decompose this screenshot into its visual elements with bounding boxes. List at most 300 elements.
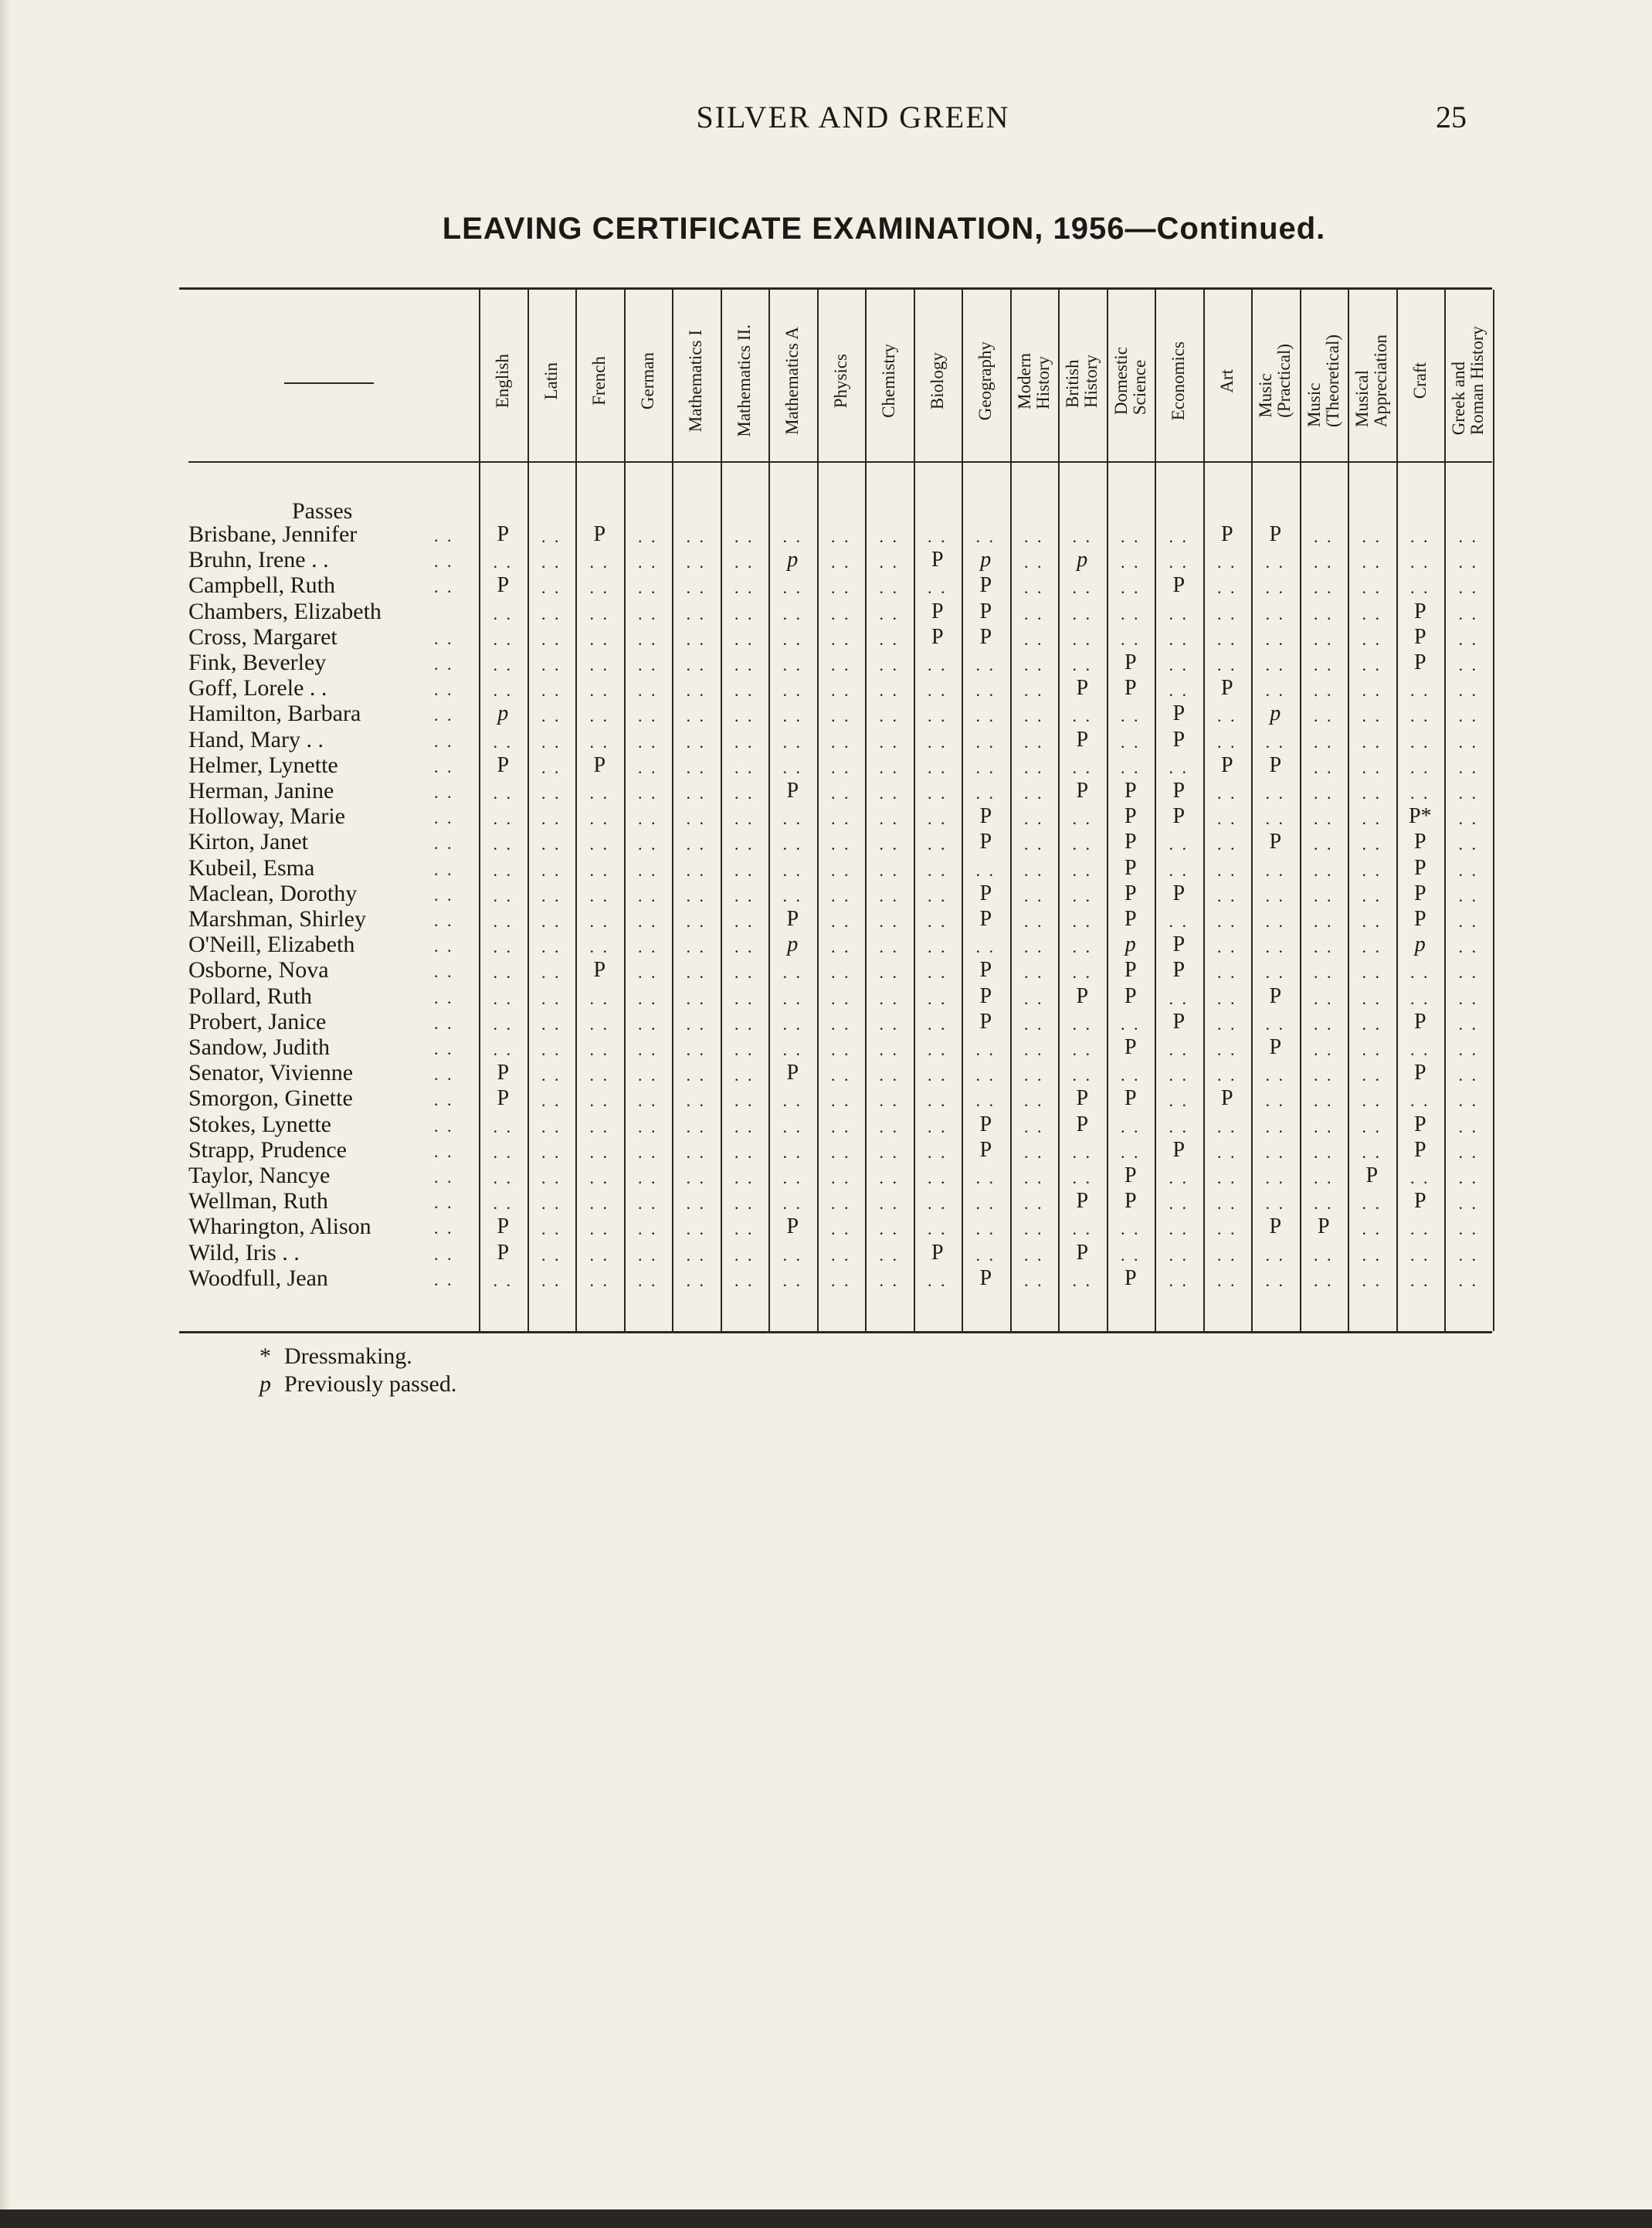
column-header — [1300, 301, 1348, 461]
empty-cell-dots: . . — [1072, 1219, 1092, 1239]
result-mark: P — [979, 624, 992, 649]
empty-cell-dots: . . — [1024, 757, 1044, 777]
student-name: Cross, Margaret — [188, 623, 338, 650]
empty-cell-dots: . . — [638, 603, 658, 623]
student-name: Bruhn, Irene . . — [188, 547, 329, 573]
result-mark: P — [1172, 1009, 1186, 1034]
empty-cell-dots: . . — [1217, 1168, 1237, 1187]
empty-cell-dots: . . — [928, 1142, 948, 1162]
table-row — [179, 701, 1492, 726]
empty-cell-dots: . . — [1217, 1270, 1237, 1290]
empty-cell-dots: . . — [1024, 1040, 1044, 1059]
empty-cell-dots: . . — [1265, 912, 1285, 931]
result-mark: P — [1124, 1265, 1137, 1290]
empty-cell-dots: . . — [638, 860, 658, 880]
empty-cell-dots: . . — [1024, 1168, 1044, 1187]
empty-cell-dots: . . — [638, 1194, 658, 1214]
empty-cell-dots: . . — [1169, 552, 1189, 572]
empty-cell-dots: . . — [1410, 681, 1430, 701]
empty-cell-dots: . . — [879, 629, 899, 649]
table-row — [179, 1188, 1492, 1214]
empty-cell-dots: . . — [1362, 783, 1382, 803]
empty-cell-dots: . . — [879, 1065, 899, 1085]
table-row — [179, 1163, 1492, 1188]
empty-cell-dots: . . — [541, 963, 561, 983]
empty-cell-dots: . . — [1362, 912, 1382, 931]
table-row — [179, 778, 1492, 803]
student-name: Smorgon, Ginette — [188, 1085, 353, 1112]
empty-cell-dots: . . — [879, 937, 899, 957]
empty-cell-dots: . . — [928, 860, 948, 880]
empty-cell-dots: . . — [1362, 578, 1382, 598]
empty-cell-dots: . . — [1169, 603, 1189, 623]
result-mark: p — [787, 932, 799, 957]
empty-cell-dots: . . — [734, 1219, 755, 1239]
empty-cell-dots: . . — [589, 937, 609, 957]
result-mark: P — [1172, 1137, 1186, 1162]
result-mark: P — [1413, 1061, 1426, 1085]
empty-cell-dots: . . — [1072, 706, 1092, 726]
empty-cell-dots: . . — [1314, 809, 1334, 829]
empty-cell-dots: . . — [831, 1219, 851, 1239]
empty-cell-dots: . . — [928, 809, 948, 829]
empty-cell-dots: . . — [541, 834, 561, 854]
empty-cell-dots: . . — [1169, 1116, 1189, 1136]
table-row — [179, 957, 1492, 983]
empty-cell-dots: . . — [493, 963, 513, 983]
result-mark: P — [1172, 573, 1186, 598]
empty-cell-dots: . . — [1265, 603, 1285, 623]
empty-cell-dots: . . — [879, 1116, 899, 1136]
result-mark: P — [979, 804, 992, 829]
empty-cell-dots: . . — [831, 885, 851, 905]
dot-leader: . . — [434, 1090, 454, 1110]
empty-cell-dots: . . — [1458, 783, 1478, 803]
empty-cell-dots: . . — [1362, 732, 1382, 752]
result-mark: P — [931, 624, 944, 649]
empty-cell-dots: . . — [928, 937, 948, 957]
column-header-label: Greek and Roman History — [1449, 326, 1487, 436]
empty-cell-dots: . . — [831, 834, 851, 854]
empty-cell-dots: . . — [1169, 1194, 1189, 1214]
column-header-label: French — [589, 356, 609, 406]
empty-cell-dots: . . — [879, 1040, 899, 1059]
student-name: Holloway, Marie — [188, 803, 345, 830]
empty-cell-dots: . . — [1265, 578, 1285, 598]
empty-cell-dots: . . — [1458, 1040, 1478, 1059]
column-header — [527, 301, 576, 461]
column-header-label: Craft — [1409, 362, 1430, 399]
empty-cell-dots: . . — [493, 603, 513, 623]
empty-cell-dots: . . — [1265, 1142, 1285, 1162]
empty-cell-dots: . . — [1169, 912, 1189, 931]
column-header-label: Biology — [927, 352, 947, 410]
column-header-label: Geography — [975, 341, 996, 421]
empty-cell-dots: . . — [1217, 1219, 1237, 1239]
empty-cell-dots: . . — [589, 809, 609, 829]
empty-cell-dots: . . — [928, 912, 948, 931]
result-mark: P — [1124, 855, 1137, 880]
empty-cell-dots: . . — [1121, 1065, 1141, 1085]
result-mark: P — [979, 983, 992, 1008]
column-header — [817, 301, 866, 461]
empty-cell-dots: . . — [734, 1142, 755, 1162]
student-name: Kubeil, Esma — [188, 854, 315, 881]
result-mark: P — [1076, 1086, 1089, 1111]
empty-cell-dots: . . — [493, 1168, 513, 1187]
result-mark: P — [979, 573, 992, 598]
empty-cell-dots: . . — [831, 988, 851, 1008]
column-header — [1155, 301, 1203, 461]
empty-cell-dots: . . — [831, 706, 851, 726]
empty-cell-dots: . . — [1024, 1194, 1044, 1214]
empty-cell-dots: . . — [831, 578, 851, 598]
empty-cell-dots: . . — [1024, 860, 1044, 880]
empty-cell-dots: . . — [1362, 1014, 1382, 1034]
result-mark: P — [1172, 881, 1186, 905]
empty-cell-dots: . . — [589, 885, 609, 905]
empty-cell-dots: . . — [975, 1194, 996, 1214]
empty-cell-dots: . . — [782, 1040, 802, 1059]
empty-cell-dots: . . — [782, 1142, 802, 1162]
empty-cell-dots: . . — [1121, 527, 1141, 546]
table-row — [179, 906, 1492, 932]
footnotes — [260, 1343, 456, 1398]
empty-cell-dots: . . — [1458, 885, 1478, 905]
empty-cell-dots: . . — [975, 1065, 996, 1085]
empty-cell-dots: . . — [782, 603, 802, 623]
empty-cell-dots: . . — [1265, 1014, 1285, 1034]
empty-cell-dots: . . — [686, 706, 706, 726]
student-name: Hand, Mary . . — [188, 726, 324, 752]
empty-cell-dots: . . — [975, 732, 996, 752]
result-mark: P — [979, 1112, 992, 1136]
empty-cell-dots: . . — [638, 629, 658, 649]
empty-cell-dots: . . — [686, 1245, 706, 1265]
result-mark: P — [1269, 983, 1282, 1008]
empty-cell-dots: . . — [734, 1040, 755, 1059]
empty-cell-dots: . . — [589, 988, 609, 1008]
empty-cell-dots: . . — [589, 732, 609, 752]
empty-cell-dots: . . — [1169, 527, 1189, 546]
empty-cell-dots: . . — [928, 783, 948, 803]
footnote — [260, 1370, 456, 1398]
empty-cell-dots: . . — [782, 1091, 802, 1111]
empty-cell-dots: . . — [1410, 1245, 1430, 1265]
empty-cell-dots: . . — [1458, 963, 1478, 983]
result-mark: P — [979, 881, 992, 905]
empty-cell-dots: . . — [1072, 885, 1092, 905]
empty-cell-dots: . . — [541, 1040, 561, 1059]
empty-cell-dots: . . — [686, 527, 706, 546]
empty-cell-dots: . . — [928, 578, 948, 598]
dot-leader: . . — [434, 756, 454, 776]
column-header — [575, 301, 624, 461]
empty-cell-dots: . . — [879, 706, 899, 726]
empty-cell-dots: . . — [1024, 963, 1044, 983]
result-mark: P — [1413, 650, 1426, 674]
result-mark: p — [497, 701, 509, 726]
student-name: Herman, Janine — [188, 778, 334, 803]
empty-cell-dots: . . — [1458, 578, 1478, 598]
page-number: 25 — [1436, 100, 1467, 134]
empty-cell-dots: . . — [782, 757, 802, 777]
empty-cell-dots: . . — [1314, 1065, 1334, 1085]
table-row — [179, 881, 1492, 906]
empty-cell-dots: . . — [831, 809, 851, 829]
empty-cell-dots: . . — [782, 988, 802, 1008]
empty-cell-dots: . . — [686, 1194, 706, 1214]
empty-cell-dots: . . — [1410, 527, 1430, 546]
empty-cell-dots: . . — [1458, 1091, 1478, 1111]
empty-cell-dots: . . — [1458, 527, 1478, 546]
empty-cell-dots: . . — [782, 1194, 802, 1214]
empty-cell-dots: . . — [1024, 1116, 1044, 1136]
empty-cell-dots: . . — [638, 1142, 658, 1162]
empty-cell-dots: . . — [541, 1270, 561, 1290]
empty-cell-dots: . . — [493, 783, 513, 803]
empty-cell-dots: . . — [1217, 885, 1237, 905]
empty-cell-dots: . . — [1217, 809, 1237, 829]
empty-cell-dots: . . — [589, 552, 609, 572]
student-name: Taylor, Nancye — [188, 1163, 331, 1188]
empty-cell-dots: . . — [686, 681, 706, 701]
scan-edge — [0, 2209, 1652, 2228]
empty-cell-dots: . . — [1362, 860, 1382, 880]
empty-cell-dots: . . — [734, 783, 755, 803]
empty-cell-dots: . . — [589, 1014, 609, 1034]
result-mark: P — [1413, 881, 1426, 905]
empty-cell-dots: . . — [1024, 603, 1044, 623]
empty-cell-dots: . . — [1072, 757, 1092, 777]
empty-cell-dots: . . — [638, 885, 658, 905]
result-mark: P — [931, 599, 944, 623]
empty-cell-dots: . . — [541, 706, 561, 726]
empty-cell-dots: . . — [1024, 1091, 1044, 1111]
table-row — [179, 1137, 1492, 1163]
empty-cell-dots: . . — [1217, 1194, 1237, 1214]
empty-cell-dots: . . — [1265, 681, 1285, 701]
empty-cell-dots: . . — [541, 1245, 561, 1265]
empty-cell-dots: . . — [1458, 1065, 1478, 1085]
table-row — [179, 1009, 1492, 1034]
result-mark: p — [980, 548, 992, 572]
table-row — [179, 727, 1492, 752]
column-header — [1444, 301, 1493, 461]
empty-cell-dots: . . — [1265, 885, 1285, 905]
empty-cell-dots: . . — [734, 1194, 755, 1214]
empty-cell-dots: . . — [1362, 809, 1382, 829]
empty-cell-dots: . . — [541, 1116, 561, 1136]
empty-cell-dots: . . — [734, 912, 755, 931]
empty-cell-dots: . . — [541, 552, 561, 572]
empty-cell-dots: . . — [686, 1014, 706, 1034]
empty-cell-dots: . . — [1072, 834, 1092, 854]
dot-leader: . . — [434, 1039, 454, 1058]
empty-cell-dots: . . — [1024, 1219, 1044, 1239]
empty-cell-dots: . . — [638, 1116, 658, 1136]
column-header-label: Mathematics II. — [734, 324, 754, 437]
empty-cell-dots: . . — [1362, 1194, 1382, 1214]
empty-cell-dots: . . — [1217, 732, 1237, 752]
empty-cell-dots: . . — [831, 1116, 851, 1136]
empty-cell-dots: . . — [1458, 1194, 1478, 1214]
empty-cell-dots: . . — [1362, 1116, 1382, 1136]
empty-cell-dots: . . — [541, 937, 561, 957]
empty-cell-dots: . . — [686, 1091, 706, 1111]
empty-cell-dots: . . — [686, 912, 706, 931]
empty-cell-dots: . . — [1314, 885, 1334, 905]
empty-cell-dots: . . — [1314, 937, 1334, 957]
empty-cell-dots: . . — [1217, 1065, 1237, 1085]
column-header — [1396, 301, 1445, 461]
table-row — [179, 599, 1492, 624]
empty-cell-dots: . . — [1072, 603, 1092, 623]
empty-cell-dots: . . — [1072, 1014, 1092, 1034]
column-header — [479, 301, 527, 461]
empty-cell-dots: . . — [1314, 603, 1334, 623]
result-mark: P — [593, 958, 606, 983]
empty-cell-dots: . . — [831, 732, 851, 752]
empty-cell-dots: . . — [975, 1040, 996, 1059]
empty-cell-dots: . . — [1169, 629, 1189, 649]
empty-cell-dots: . . — [493, 732, 513, 752]
result-mark: P — [931, 1240, 944, 1265]
empty-cell-dots: . . — [1314, 552, 1334, 572]
result-mark: P — [1124, 676, 1137, 701]
empty-cell-dots: . . — [831, 1040, 851, 1059]
empty-cell-dots: . . — [928, 1168, 948, 1187]
result-mark: P* — [1408, 804, 1432, 829]
empty-cell-dots: . . — [1458, 809, 1478, 829]
empty-cell-dots: . . — [1265, 1194, 1285, 1214]
empty-cell-dots: . . — [1024, 732, 1044, 752]
column-header-label: British History — [1063, 354, 1101, 408]
table-row — [179, 829, 1492, 854]
result-mark: P — [979, 1265, 992, 1290]
empty-cell-dots: . . — [1121, 1014, 1141, 1034]
empty-cell-dots: . . — [928, 1040, 948, 1059]
result-mark: P — [786, 779, 799, 803]
page-edge — [0, 0, 11, 2228]
empty-cell-dots: . . — [1072, 1040, 1092, 1059]
table-row — [179, 675, 1492, 701]
empty-cell-dots: . . — [1458, 1014, 1478, 1034]
empty-cell-dots: . . — [638, 1091, 658, 1111]
empty-cell-dots: . . — [686, 552, 706, 572]
empty-cell-dots: . . — [1169, 757, 1189, 777]
empty-cell-dots: . . — [975, 681, 996, 701]
empty-cell-dots: . . — [638, 912, 658, 931]
empty-cell-dots: . . — [493, 552, 513, 572]
empty-cell-dots: . . — [1121, 706, 1141, 726]
empty-cell-dots: . . — [1265, 783, 1285, 803]
empty-cell-dots: . . — [686, 1270, 706, 1290]
empty-cell-dots: . . — [831, 1065, 851, 1085]
empty-cell-dots: . . — [928, 1091, 948, 1111]
empty-cell-dots: . . — [879, 885, 899, 905]
empty-cell-dots: . . — [1314, 629, 1334, 649]
column-header — [1107, 301, 1155, 461]
empty-cell-dots: . . — [1265, 963, 1285, 983]
empty-cell-dots: . . — [1265, 552, 1285, 572]
empty-cell-dots: . . — [734, 655, 755, 674]
student-name: Hamilton, Barbara — [188, 701, 361, 727]
empty-cell-dots: . . — [879, 1014, 899, 1034]
empty-cell-dots: . . — [638, 681, 658, 701]
empty-cell-dots: . . — [1314, 527, 1334, 546]
result-mark: P — [1124, 830, 1137, 854]
empty-cell-dots: . . — [1458, 603, 1478, 623]
empty-cell-dots: . . — [1169, 1270, 1189, 1290]
empty-cell-dots: . . — [734, 706, 755, 726]
empty-cell-dots: . . — [589, 1245, 609, 1265]
column-header-label: Modern History — [1014, 352, 1053, 409]
table-row — [179, 1085, 1492, 1111]
result-mark: P — [1220, 676, 1233, 701]
empty-cell-dots: . . — [928, 963, 948, 983]
empty-cell-dots: . . — [1024, 783, 1044, 803]
column-header-label: Physics — [830, 353, 850, 409]
empty-cell-dots: . . — [1362, 655, 1382, 674]
empty-cell-dots: . . — [1362, 706, 1382, 726]
result-mark: p — [1414, 932, 1426, 957]
empty-cell-dots: . . — [928, 1194, 948, 1214]
empty-cell-dots: . . — [686, 757, 706, 777]
empty-cell-dots: . . — [831, 1142, 851, 1162]
result-mark: p — [1125, 932, 1136, 957]
empty-cell-dots: . . — [782, 1116, 802, 1136]
empty-cell-dots: . . — [589, 1219, 609, 1239]
column-header — [962, 301, 1010, 461]
column-header-label: Music (Theoretical) — [1304, 334, 1342, 428]
empty-cell-dots: . . — [1217, 937, 1237, 957]
empty-cell-dots: . . — [1265, 1065, 1285, 1085]
empty-cell-dots: . . — [1265, 1168, 1285, 1187]
empty-cell-dots: . . — [638, 834, 658, 854]
empty-cell-dots: . . — [541, 732, 561, 752]
empty-cell-dots: . . — [879, 834, 899, 854]
empty-cell-dots: . . — [1024, 1065, 1044, 1085]
empty-cell-dots: . . — [1458, 988, 1478, 1008]
empty-cell-dots: . . — [879, 783, 899, 803]
empty-cell-dots: . . — [493, 834, 513, 854]
empty-cell-dots: . . — [638, 655, 658, 674]
empty-cell-dots: . . — [686, 1116, 706, 1136]
result-mark: p — [1270, 701, 1281, 726]
empty-cell-dots: . . — [1410, 988, 1430, 1008]
result-mark: P — [1269, 522, 1282, 546]
empty-cell-dots: . . — [1362, 937, 1382, 957]
running-title: SILVER AND GREEN — [696, 100, 1010, 134]
empty-cell-dots: . . — [589, 1270, 609, 1290]
empty-cell-dots: . . — [638, 809, 658, 829]
empty-cell-dots: . . — [879, 732, 899, 752]
empty-cell-dots: . . — [831, 860, 851, 880]
dot-leader: . . — [434, 552, 454, 572]
result-mark: P — [1124, 779, 1137, 803]
footnote — [260, 1343, 456, 1370]
empty-cell-dots: . . — [1362, 1040, 1382, 1059]
column-header — [865, 301, 914, 461]
empty-cell-dots: . . — [1217, 1245, 1237, 1265]
student-name: Woodfull, Jean — [188, 1265, 328, 1291]
empty-cell-dots: . . — [1314, 912, 1334, 931]
empty-cell-dots: . . — [589, 1168, 609, 1187]
empty-cell-dots: . . — [782, 885, 802, 905]
empty-cell-dots: . . — [638, 757, 658, 777]
student-name: Kirton, Janet — [188, 829, 308, 855]
